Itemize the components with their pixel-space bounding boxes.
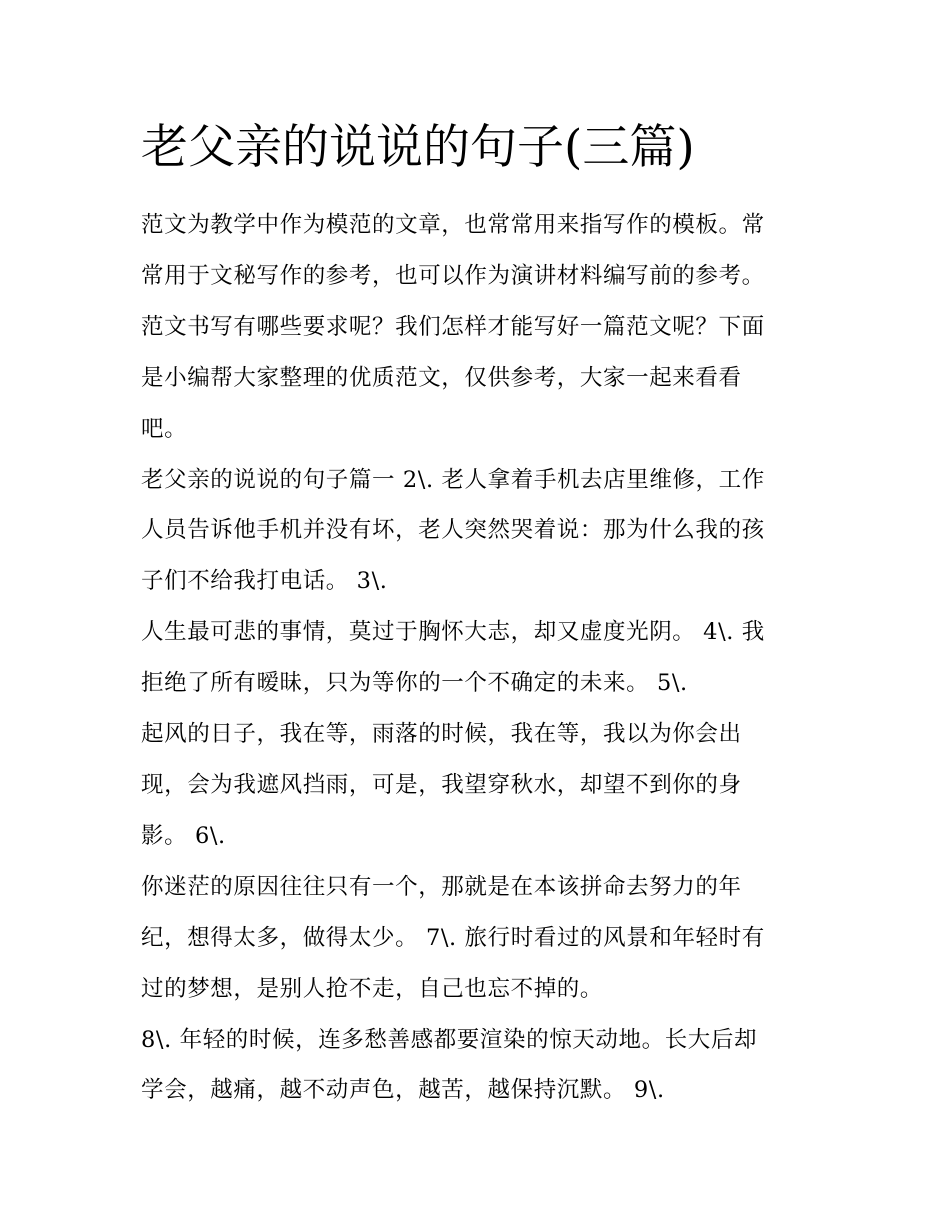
- text-line: 你迷茫的原因往往只有一个，那就是在本该拼命去努力的年: [141, 873, 742, 900]
- paragraph-item-5: [141, 709, 821, 862]
- text-line: 是小编帮大家整理的优质范文，仅供参考，大家一起来看看: [141, 364, 742, 391]
- paragraph-item-8: [141, 1015, 821, 1117]
- text-line: 拒绝了所有暧昧，只为等你的一个不确定的未来。 5\.: [141, 670, 688, 697]
- text-line: 常用于文秘写作的参考，也可以作为演讲材料编写前的参考。: [141, 262, 765, 289]
- text-line: 现，会为我遮风挡雨，可是，我望穿秋水，却望不到你的身: [141, 771, 742, 798]
- paragraph-item-6: [141, 862, 821, 1015]
- text-line: 起风的日子，我在等，雨落的时候，我在等，我以为你会出: [141, 721, 742, 748]
- paragraph-intro: [141, 200, 821, 455]
- text-line: 人员告诉他手机并没有坏，老人突然哭着说：那为什么我的孩: [141, 517, 765, 544]
- document-title: 老父亲的说说的句子(三篇): [141, 120, 695, 175]
- text-line: 老父亲的说说的句子篇一 2\. 老人拿着手机去店里维修，工作: [141, 466, 765, 493]
- paragraph-item-3: [141, 607, 821, 709]
- document-body: [141, 200, 821, 1116]
- text-line: 子们不给我打电话。 3\.: [141, 568, 388, 595]
- text-line: 吧。: [141, 415, 188, 442]
- text-line: 纪，想得太多，做得太少。 7\. 旅行时看过的风景和年轻时有: [141, 924, 765, 951]
- text-line: 范文书写有哪些要求呢？我们怎样才能写好一篇范文呢？下面: [141, 313, 765, 340]
- text-line: 人生最可悲的事情，莫过于胸怀大志，却又虚度光阴。 4\. 我: [141, 619, 765, 646]
- text-line: 8\. 年轻的时候，连多愁善感都要渲染的惊天动地。长大后却: [141, 1026, 758, 1053]
- text-line: 学会，越痛，越不动声色，越苦，越保持沉默。 9\.: [141, 1077, 665, 1104]
- text-line: 过的梦想，是别人抢不走，自己也忘不掉的。: [141, 975, 604, 1002]
- text-line: 影。 6\.: [141, 822, 226, 849]
- text-line: 范文为教学中作为模范的文章，也常常用来指写作的模板。常: [141, 212, 765, 238]
- paragraph-section-one: [141, 455, 821, 608]
